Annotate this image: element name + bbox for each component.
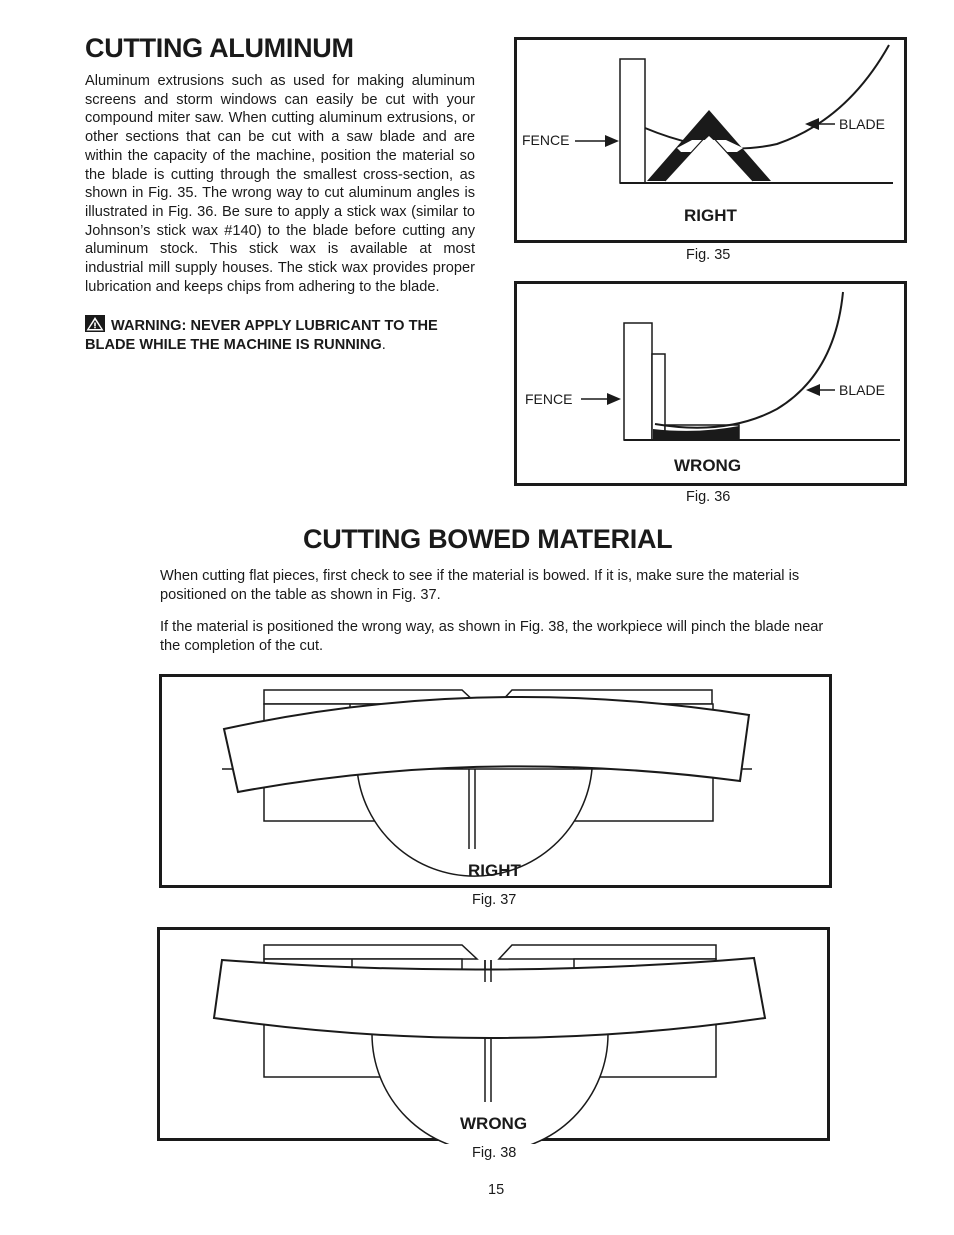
fig38-status-label: WRONG: [460, 1114, 528, 1133]
bowed-paragraph-2: If the material is positioned the wrong way, as shown in Fig. 38, the workpiece will pinch the blade near the completion of the cut.: [160, 619, 824, 654]
fig35-fence-label: FENCE: [522, 132, 570, 148]
fig36-caption: Fig. 36: [686, 489, 731, 505]
aluminum-paragraph: Aluminum extrusions such as used for making aluminum screens and storm windows can easily be cut with your compound miter saw. When cutting aluminum extrusions, or other sections that can be cut with a saw blade and are within the capacity of the machine, position the material so the blade is cutting through the smallest cross-section, as shown in Fig. 35. The wrong way to cut aluminum angles is illustrated in Fig. 36. Be sure to apply a stick wax (similar to Johnson’s stick wax #140) to the blade before cutting any aluminum stock. This stick wax is available at most industrial mill supply houses. The stick wax provides proper lubrication and keeps chips from adhering to the blade.: [85, 73, 475, 295]
fig37-caption: Fig. 37: [472, 892, 517, 908]
fig36-status-label: WRONG: [674, 456, 742, 475]
fig35-caption: Fig. 35: [686, 247, 731, 263]
page-number: 15: [488, 1182, 505, 1198]
section-title-cutting-aluminum: CUTTING ALUMINUM: [85, 33, 354, 63]
fig36-blade-label: BLADE: [839, 382, 885, 398]
figure-35: [514, 37, 907, 243]
fig35-blade-label: BLADE: [839, 116, 885, 132]
warning-text: WARNING: NEVER APPLY LUBRICANT TO THE BLADE WHILE THE MACHINE IS RUNNING: [85, 318, 438, 353]
fig37-status-label: RIGHT: [468, 861, 521, 880]
figure-37: [159, 674, 832, 888]
fig38-caption: Fig. 38: [472, 1145, 517, 1161]
fig37-illustration: [162, 677, 835, 891]
fig38-illustration: [160, 930, 833, 1144]
bowed-paragraph-1: When cutting flat pieces, first check to see if the material is bowed. If it is, make sure the material is positioned on the table as shown in Fig. 37.: [160, 568, 800, 603]
section-title-cutting-bowed-material: CUTTING BOWED MATERIAL: [303, 524, 673, 554]
figure-38: [157, 927, 830, 1141]
warning-icon: [85, 315, 105, 332]
fig35-status-label: RIGHT: [684, 206, 737, 225]
warning-period: .: [381, 336, 386, 353]
figure-36: [514, 281, 907, 486]
fig36-fence-label: FENCE: [525, 391, 573, 407]
warning-block: [85, 315, 477, 354]
